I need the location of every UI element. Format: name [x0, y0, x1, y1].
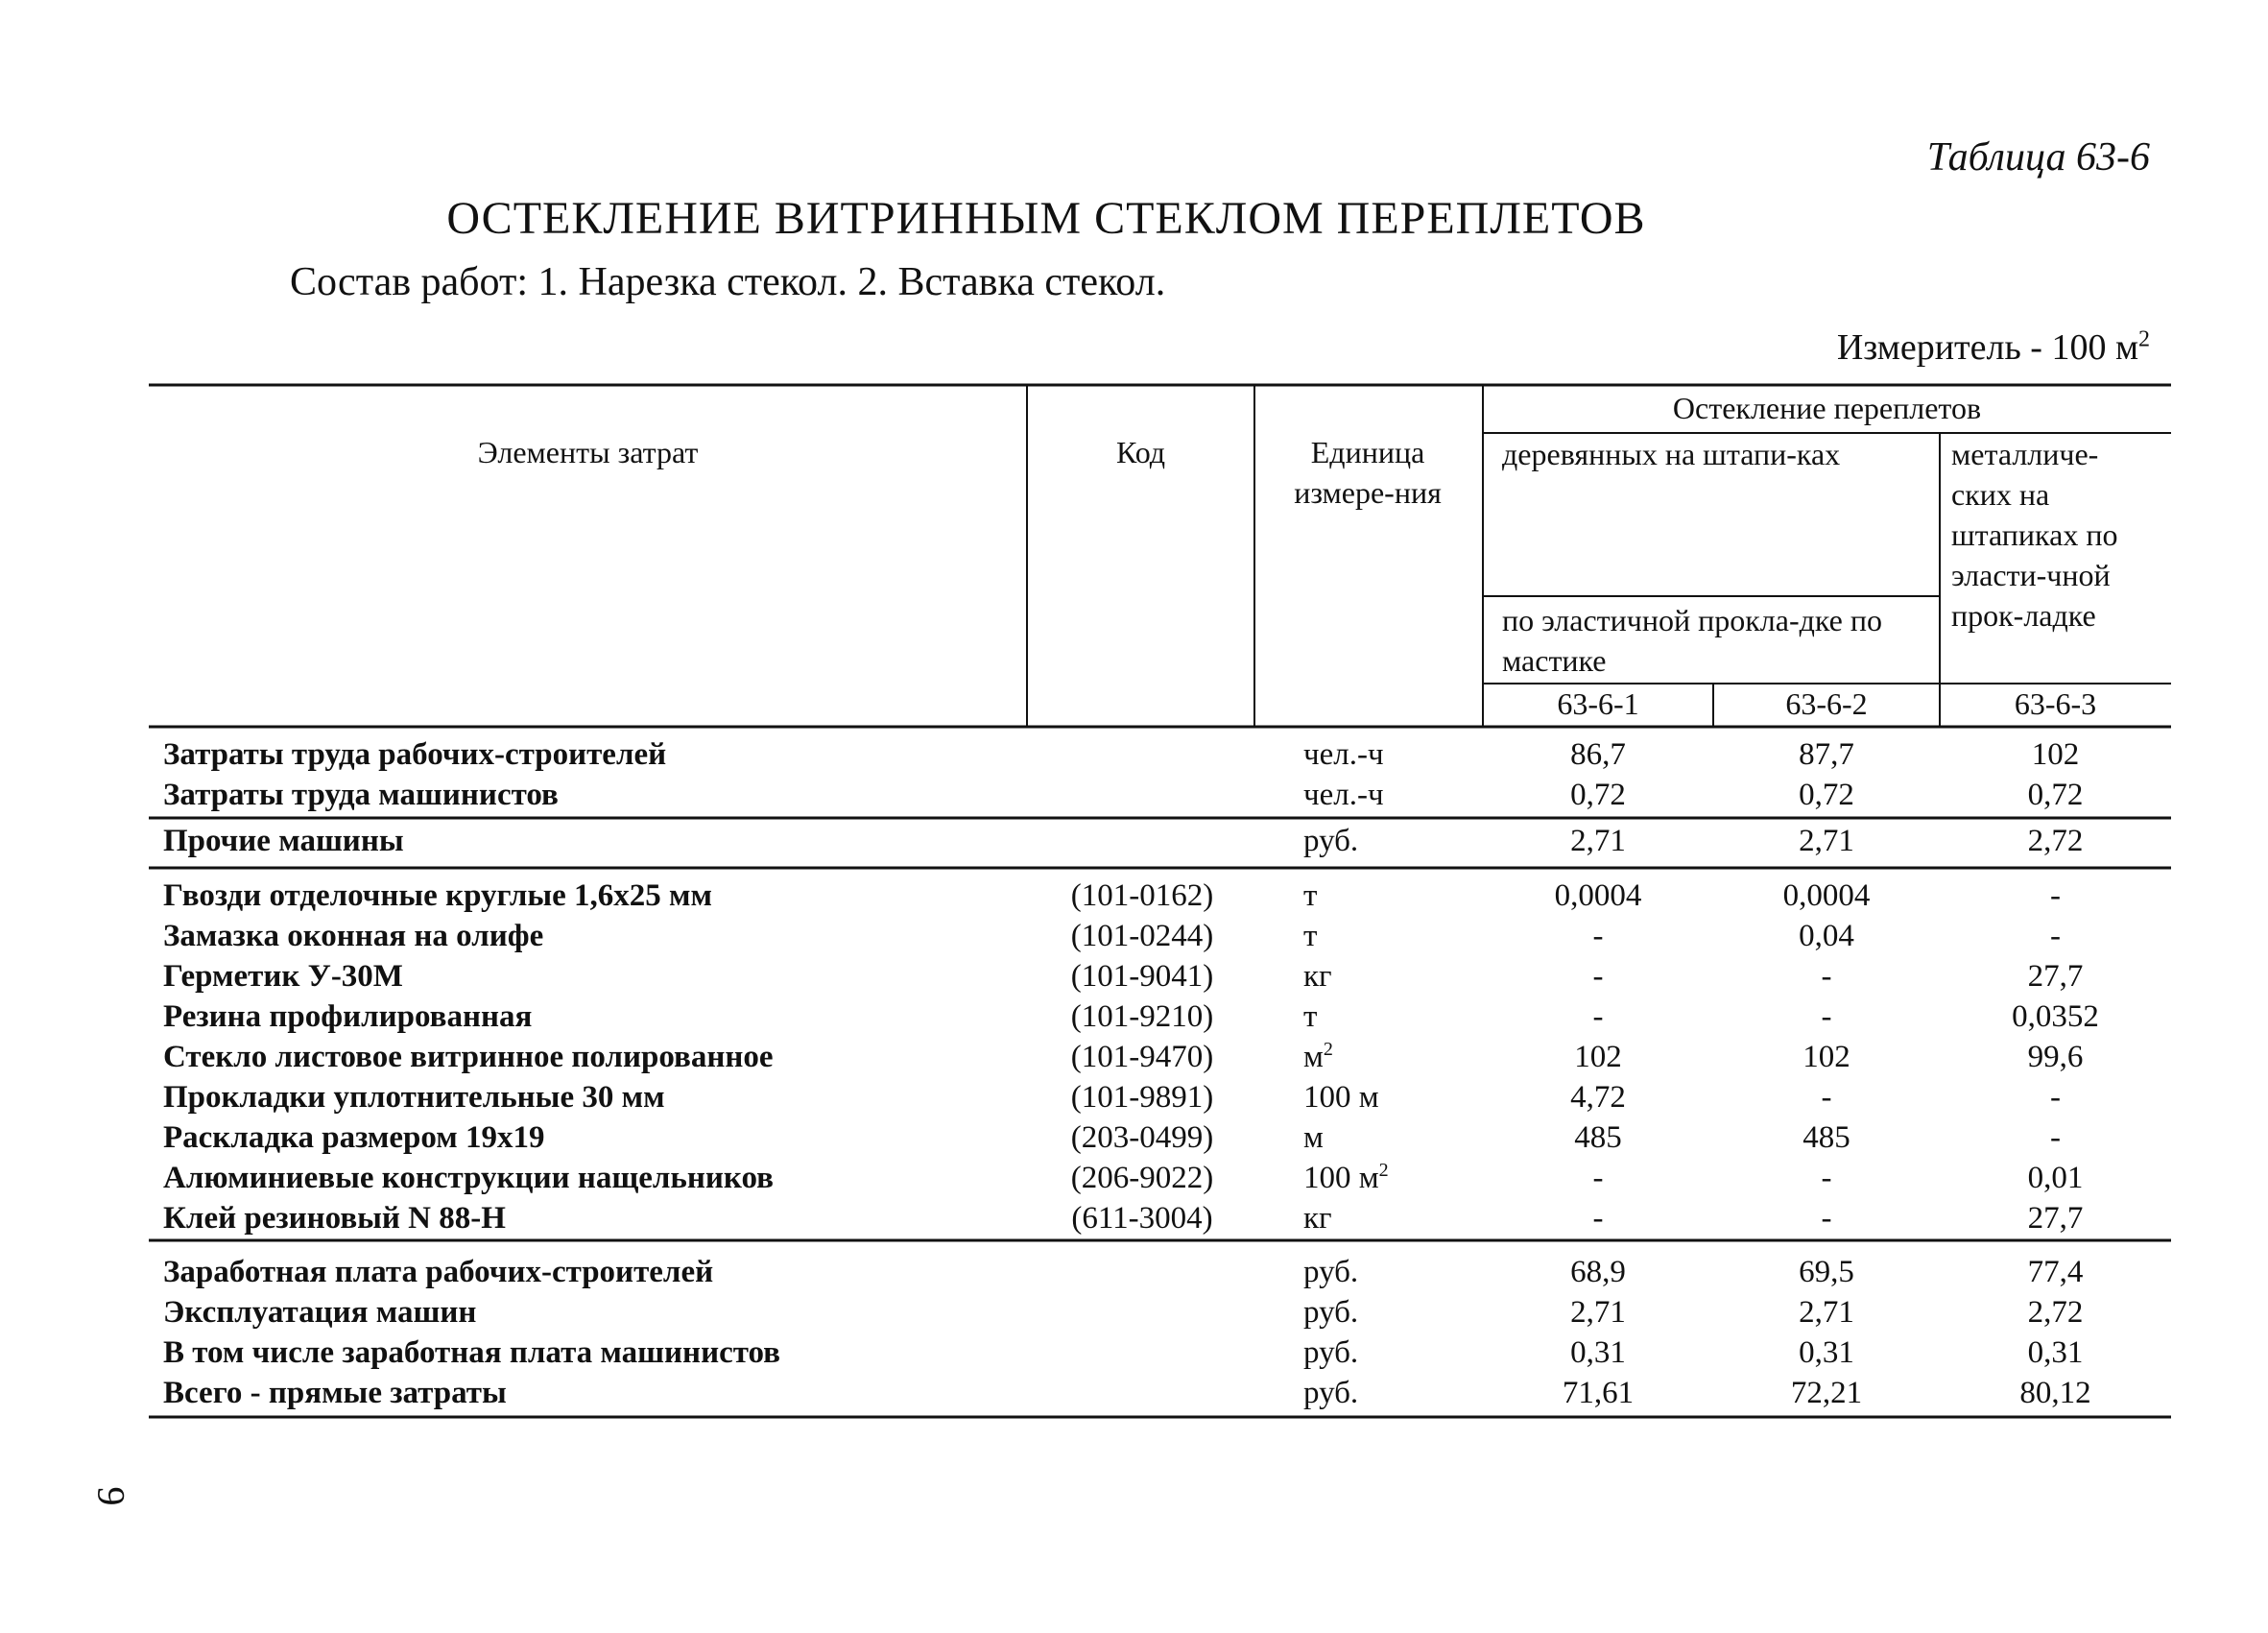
row-value-1: - — [1592, 1201, 1604, 1236]
row-unit-text: т — [1303, 919, 1318, 953]
row-name: Стекло листовое витринное полированное — [163, 1040, 774, 1074]
row-code: (101-9891) — [1070, 1080, 1214, 1115]
row-name: Раскладка размером 19х19 — [163, 1120, 545, 1155]
row-value-3: 0,01 — [2027, 1161, 2084, 1195]
row-value-1: 71,61 — [1562, 1376, 1635, 1410]
header-metal: металличе-ских на штапиках по эласти-чной прок-ладке — [1951, 437, 2118, 633]
row-unit-text: т — [1303, 878, 1318, 913]
row-name: Прокладки уплотнительные 30 мм — [163, 1080, 665, 1115]
row-name: Резина профилированная — [163, 999, 533, 1034]
row-value-3: 77,4 — [2027, 1255, 2084, 1289]
row-unit-text: м — [1303, 1040, 1324, 1074]
row-unit-text: 100 м — [1303, 1161, 1379, 1195]
header-code-1: 63-6-1 — [1557, 686, 1639, 721]
row-unit: руб. — [1303, 1335, 1359, 1370]
row-value-1: 102 — [1574, 1040, 1622, 1074]
row-unit — [1303, 876, 1317, 916]
table-number: Таблица 63-6 — [1926, 135, 2150, 180]
row-value-3: 102 — [2031, 737, 2080, 772]
row-value-1: 2,71 — [1570, 824, 1626, 858]
row-unit — [1303, 1158, 1389, 1198]
row-unit: чел.-ч — [1303, 737, 1384, 772]
row-value-1: 68,9 — [1570, 1255, 1626, 1289]
row-value-2: 485 — [1802, 1120, 1850, 1155]
row-name: Всего - прямые затраты — [163, 1376, 507, 1410]
row-value-2: 87,7 — [1799, 737, 1854, 772]
row-value-1: 0,0004 — [1554, 878, 1642, 913]
row-name: Заработная плата рабочих-строителей — [163, 1255, 714, 1289]
row-code: (203-0499) — [1070, 1120, 1214, 1155]
row-unit: руб. — [1303, 1376, 1359, 1410]
header-code-3: 63-6-3 — [2014, 686, 2097, 721]
row-value-1: - — [1592, 999, 1604, 1034]
row-unit-text: т — [1303, 999, 1318, 1034]
row-value-1: 0,72 — [1570, 778, 1626, 812]
row-unit: руб. — [1303, 1295, 1359, 1330]
row-unit: руб. — [1303, 824, 1359, 858]
row-value-2: 102 — [1802, 1040, 1850, 1074]
measure-sup: 2 — [2138, 326, 2150, 352]
row-value-1: 0,31 — [1570, 1335, 1626, 1370]
row-unit — [1303, 1037, 1333, 1077]
row-value-1: - — [1592, 1161, 1604, 1195]
row-name: Алюминиевые конструкции нащельников — [163, 1161, 774, 1195]
row-value-3: 0,0352 — [2012, 999, 2099, 1034]
row-value-2: - — [1821, 959, 1832, 994]
row-value-1: 86,7 — [1570, 737, 1626, 772]
row-unit — [1303, 916, 1317, 956]
header-unit: Единица измере-ния — [1294, 435, 1442, 510]
row-name: Затраты труда машинистов — [163, 778, 559, 812]
row-value-2: 0,31 — [1799, 1335, 1854, 1370]
row-unit: чел.-ч — [1303, 778, 1384, 812]
row-unit — [1303, 1117, 1324, 1158]
row-unit-sup: 2 — [1378, 1160, 1389, 1181]
row-value-3: 0,31 — [2027, 1335, 2084, 1370]
header-wooden-sub: по эластичной прокла-дке по мастике — [1502, 603, 1882, 678]
row-name: Замазка оконная на олифе — [163, 919, 544, 953]
row-value-2: - — [1821, 1201, 1832, 1236]
row-value-2: - — [1821, 1080, 1832, 1115]
row-value-2: 2,71 — [1799, 1295, 1854, 1330]
row-code: (101-9041) — [1070, 959, 1214, 994]
header-code: Код — [1115, 435, 1166, 469]
row-name: Клей резиновый N 88-Н — [163, 1201, 506, 1236]
row-unit-sup: 2 — [1323, 1039, 1333, 1060]
row-unit — [1303, 1077, 1379, 1117]
row-unit — [1303, 956, 1332, 997]
row-value-1: 2,71 — [1570, 1295, 1626, 1330]
row-value-2: - — [1821, 999, 1832, 1034]
header-code-2: 63-6-2 — [1785, 686, 1868, 721]
row-value-3: 27,7 — [2027, 1201, 2084, 1236]
row-name: В том числе заработная плата машинистов — [163, 1335, 781, 1370]
row-value-3: 0,72 — [2027, 778, 2084, 812]
row-value-1: - — [1592, 959, 1604, 994]
row-value-3: 80,12 — [2019, 1376, 2091, 1410]
row-name: Прочие машины — [163, 824, 404, 858]
row-value-2: 72,21 — [1790, 1376, 1863, 1410]
row-name: Герметик У-30М — [163, 959, 403, 994]
row-name: Гвозди отделочные круглые 1,6х25 мм — [163, 878, 712, 913]
row-value-2: - — [1821, 1161, 1832, 1195]
header-elements: Элементы затрат — [477, 435, 699, 469]
row-value-3: 27,7 — [2027, 959, 2084, 994]
row-value-2: 0,72 — [1799, 778, 1854, 812]
row-unit-text: кг — [1303, 1201, 1332, 1236]
work-composition: Состав работ: 1. Нарезка стекол. 2. Вставка стекол. — [290, 260, 1166, 304]
row-value-3: 2,72 — [2027, 824, 2084, 858]
row-unit: руб. — [1303, 1255, 1359, 1289]
row-value-3: 2,72 — [2027, 1295, 2084, 1330]
row-name: Эксплуатация машин — [163, 1295, 477, 1330]
row-value-2: 2,71 — [1799, 824, 1854, 858]
row-name: Затраты труда рабочих-строителей — [163, 737, 667, 772]
row-value-3: 99,6 — [2027, 1040, 2084, 1074]
row-unit-text: м — [1303, 1120, 1324, 1155]
row-value-1: - — [1592, 919, 1604, 953]
document-title: ОСТЕКЛЕНИЕ ВИТРИННЫМ СТЕКЛОМ ПЕРЕПЛЕТОВ — [446, 193, 1646, 244]
row-code: (206-9022) — [1070, 1161, 1214, 1195]
row-value-3: - — [2050, 1080, 2061, 1115]
row-value-3: - — [2050, 1120, 2061, 1155]
row-value-2: 0,0004 — [1782, 878, 1871, 913]
row-value-2: 69,5 — [1799, 1255, 1854, 1289]
row-unit-text: 100 м — [1303, 1080, 1379, 1115]
row-code: (611-3004) — [1071, 1201, 1213, 1236]
row-code: (101-0162) — [1070, 878, 1214, 913]
row-unit-text: кг — [1303, 959, 1332, 994]
row-code: (101-0244) — [1070, 919, 1214, 953]
row-value-1: 485 — [1574, 1120, 1622, 1155]
row-unit — [1303, 1198, 1332, 1238]
header-wooden: деревянных на штапи-ках — [1502, 437, 1841, 471]
row-code: (101-9210) — [1070, 999, 1214, 1034]
row-code: (101-9470) — [1070, 1040, 1214, 1074]
header-group: Остекление переплетов — [1672, 391, 1982, 425]
row-value-3: - — [2050, 919, 2061, 953]
page-number: 9 — [89, 1486, 133, 1506]
measure-label: Измеритель - 100 м — [1836, 327, 2138, 368]
row-value-1: 4,72 — [1570, 1080, 1626, 1115]
row-value-3: - — [2050, 878, 2061, 913]
row-value-2: 0,04 — [1799, 919, 1854, 953]
row-unit — [1303, 997, 1317, 1037]
